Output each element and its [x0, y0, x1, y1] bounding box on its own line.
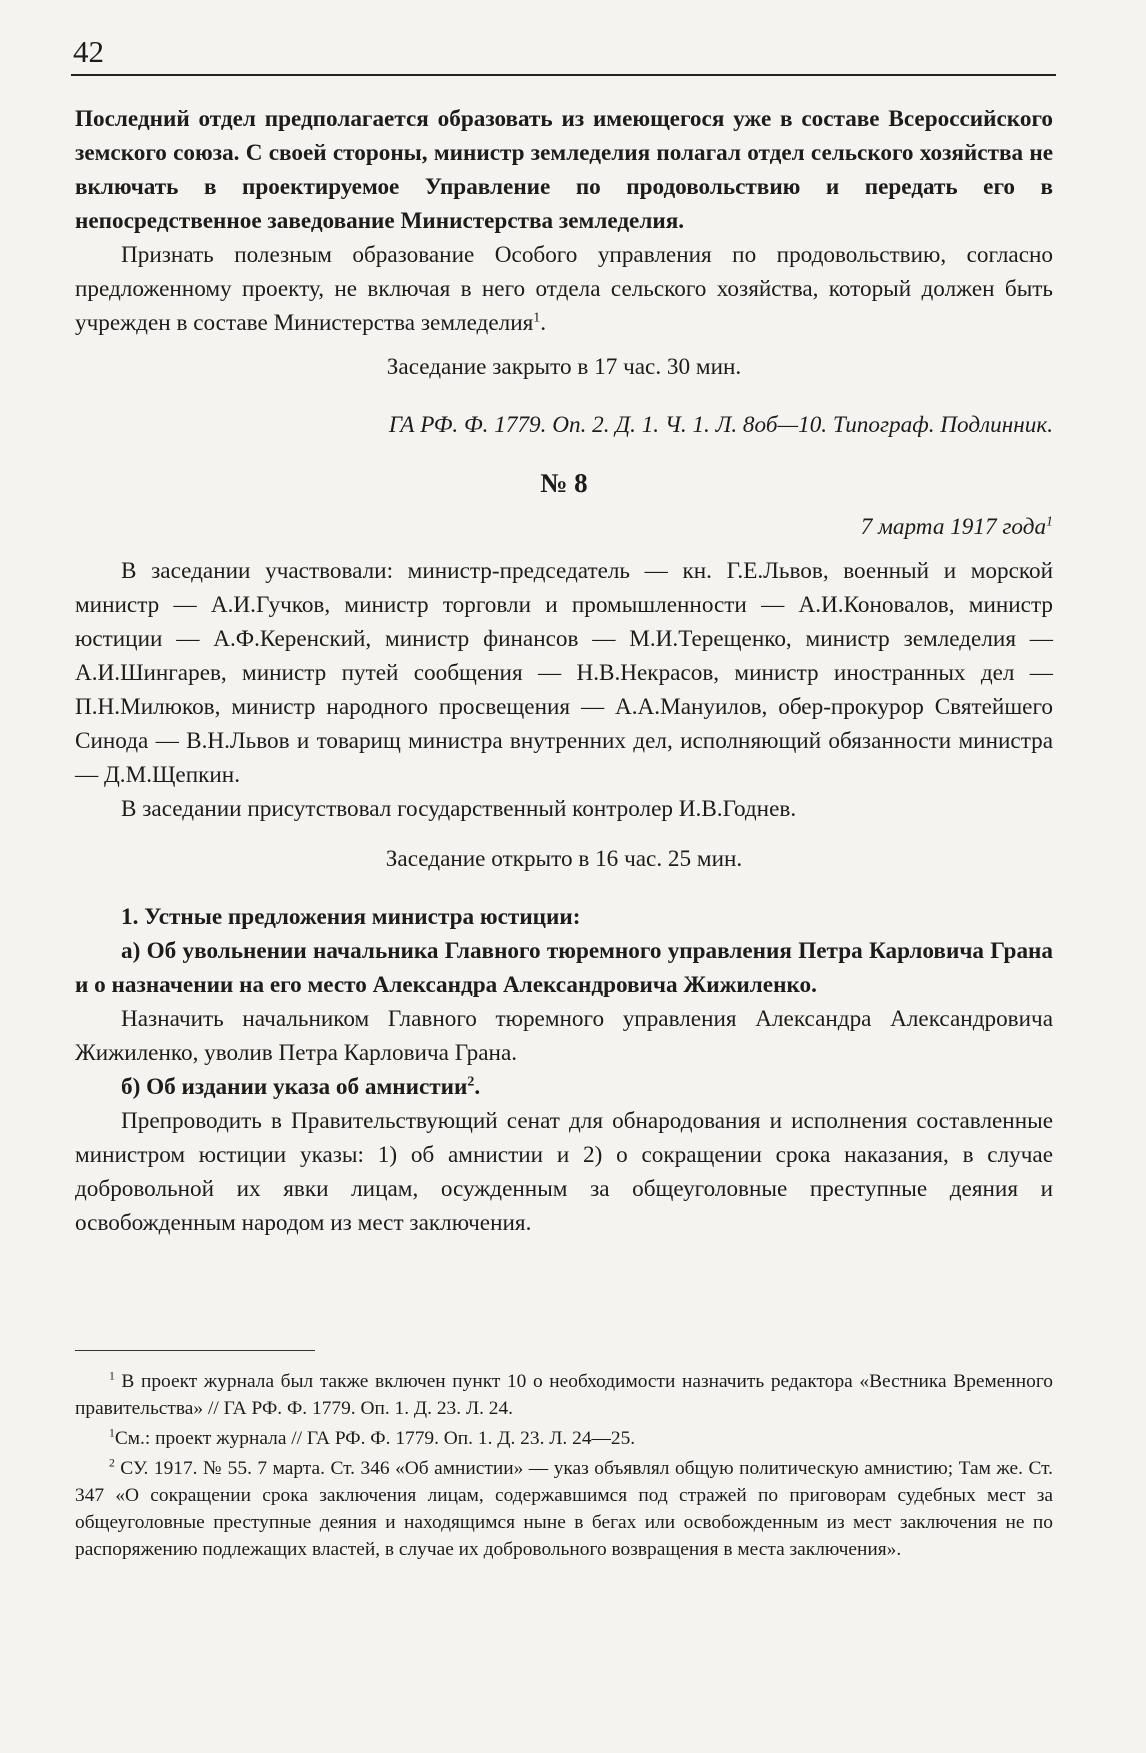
item-b-title: б) Об издании указа об амнистии: [121, 1074, 468, 1100]
participants: В заседании участвовали: министр-председатель — кн. Г.Е.Львов, военный и морской министр — А.И.Гучков, министр торговли и промышленности — А.И.Коновалов, министр юстиции — А.Ф.Керенский, министр финансов — М.И.Терещенко, министр земледелия — А.И.Шингарев, министр путей сообщения — Н.В.Некрасов, министр иностранных дел — П.Н.Милюков, министр народного просвещения — А.А.Мануилов, обер-прокурор Святейшего Синода — В.Н.Львов и товарищ министра внутренних дел, исполняющий обязанности министра — Д.М.Щепкин.: [75, 558, 1053, 788]
page-number: 42: [73, 34, 104, 69]
footnote-ref: 1: [1046, 514, 1053, 530]
paragraph-agriculture-department: Последний отдел предполагается образовать из имеющегося уже в составе Всероссийского земского союза. С своей стороны, министр земледелия полагал отдел сельского хозяйства не включать в проектируемое Управление по продовольствию и передать его в непосредственное заведование Министерства земледелия.: [75, 106, 1053, 234]
meeting-opened: Заседание открыто в 16 час. 25 мин.: [385, 846, 743, 872]
resolution-text: Признать полезным образование Особого управления по продовольствию, согласно предложенному проекту, не включая в него отдела сельского хозяйства, который должен быть учрежден в составе Министерства земледелия: [75, 242, 1053, 336]
header-rule: [71, 74, 1056, 76]
archive-reference: ГА РФ. Ф. 1779. Оп. 2. Д. 1. Ч. 1. Л. 8об—10. Типограф. Подлинник.: [388, 412, 1053, 438]
document-date: [75, 510, 1053, 544]
footnote: [75, 1425, 1053, 1452]
meeting-closed: Заседание закрыто в 17 час. 30 мин.: [386, 354, 742, 380]
footnote: [75, 1455, 1053, 1563]
item-b-heading: [75, 1070, 1053, 1104]
item-b-end: .: [474, 1074, 481, 1100]
item-a-heading: а) Об увольнении начальника Главного тюремного управления Петра Карловича Грана и о назначении на его место Александра Александровича Жижиленко.: [75, 938, 1053, 998]
present-note: В заседании присутствовал государственный контролер И.В.Годнев.: [121, 796, 797, 822]
footnote-mark: 2: [109, 1456, 115, 1470]
resolution-paragraph: [75, 238, 1053, 340]
footnote-ref: 1: [533, 310, 541, 326]
footnote-ref: 2: [467, 1074, 475, 1090]
footnote: [75, 1368, 1053, 1422]
footnote-text: СУ. 1917. № 55. 7 марта. Ст. 346 «Об амнистии» — указ объявлял общую политическую амнистию; Там же. Ст. 347 «О сокращении срока заключения лицам, содержавшимся под стражей по приговорам судебных мест за общеуголовные преступные деяния и находящимся ныне в бегах или освобожденным из мест заключения не по распоряжению подлежащих властей, в случае их добровольного возвращения в места заключения».: [75, 1458, 1053, 1560]
section-heading: 1. Устные предложения министра юстиции:: [121, 904, 581, 930]
footnote-mark: 1: [109, 1369, 115, 1383]
footnote-text: См.: проект журнала // ГА РФ. Ф. 1779. Оп. 1. Д. 23. Л. 24—25.: [114, 1428, 636, 1449]
footnote-mark: 1: [109, 1426, 115, 1440]
date-text: 7 марта 1917 года: [860, 514, 1047, 540]
item-b-resolution: Препроводить в Правительствующий сенат для обнародования и исполнения составленные министром юстиции указы: 1) об амнистии и 2) о сокращении срока наказания, в случае добровольной их явки лицам, осужденным за общеуголовные преступные деяния и освобожденным народом из мест заключения.: [75, 1108, 1053, 1236]
resolution-end: .: [540, 310, 547, 336]
footnote-rule: [75, 1350, 315, 1351]
footnotes: [75, 1368, 1053, 1563]
document-number: № 8: [540, 468, 588, 498]
footnote-text: В проект журнала был также включен пункт 10 о необходимости назначить редактора «Вестника Временного правительства» // ГА РФ. Ф. 1779. Оп. 1. Д. 23. Л. 24.: [75, 1371, 1053, 1419]
item-a-resolution: Назначить начальником Главного тюремного управления Александра Александровича Жижиленко, уволив Петра Карловича Грана.: [75, 1006, 1053, 1066]
document-body: [75, 102, 1053, 1240]
